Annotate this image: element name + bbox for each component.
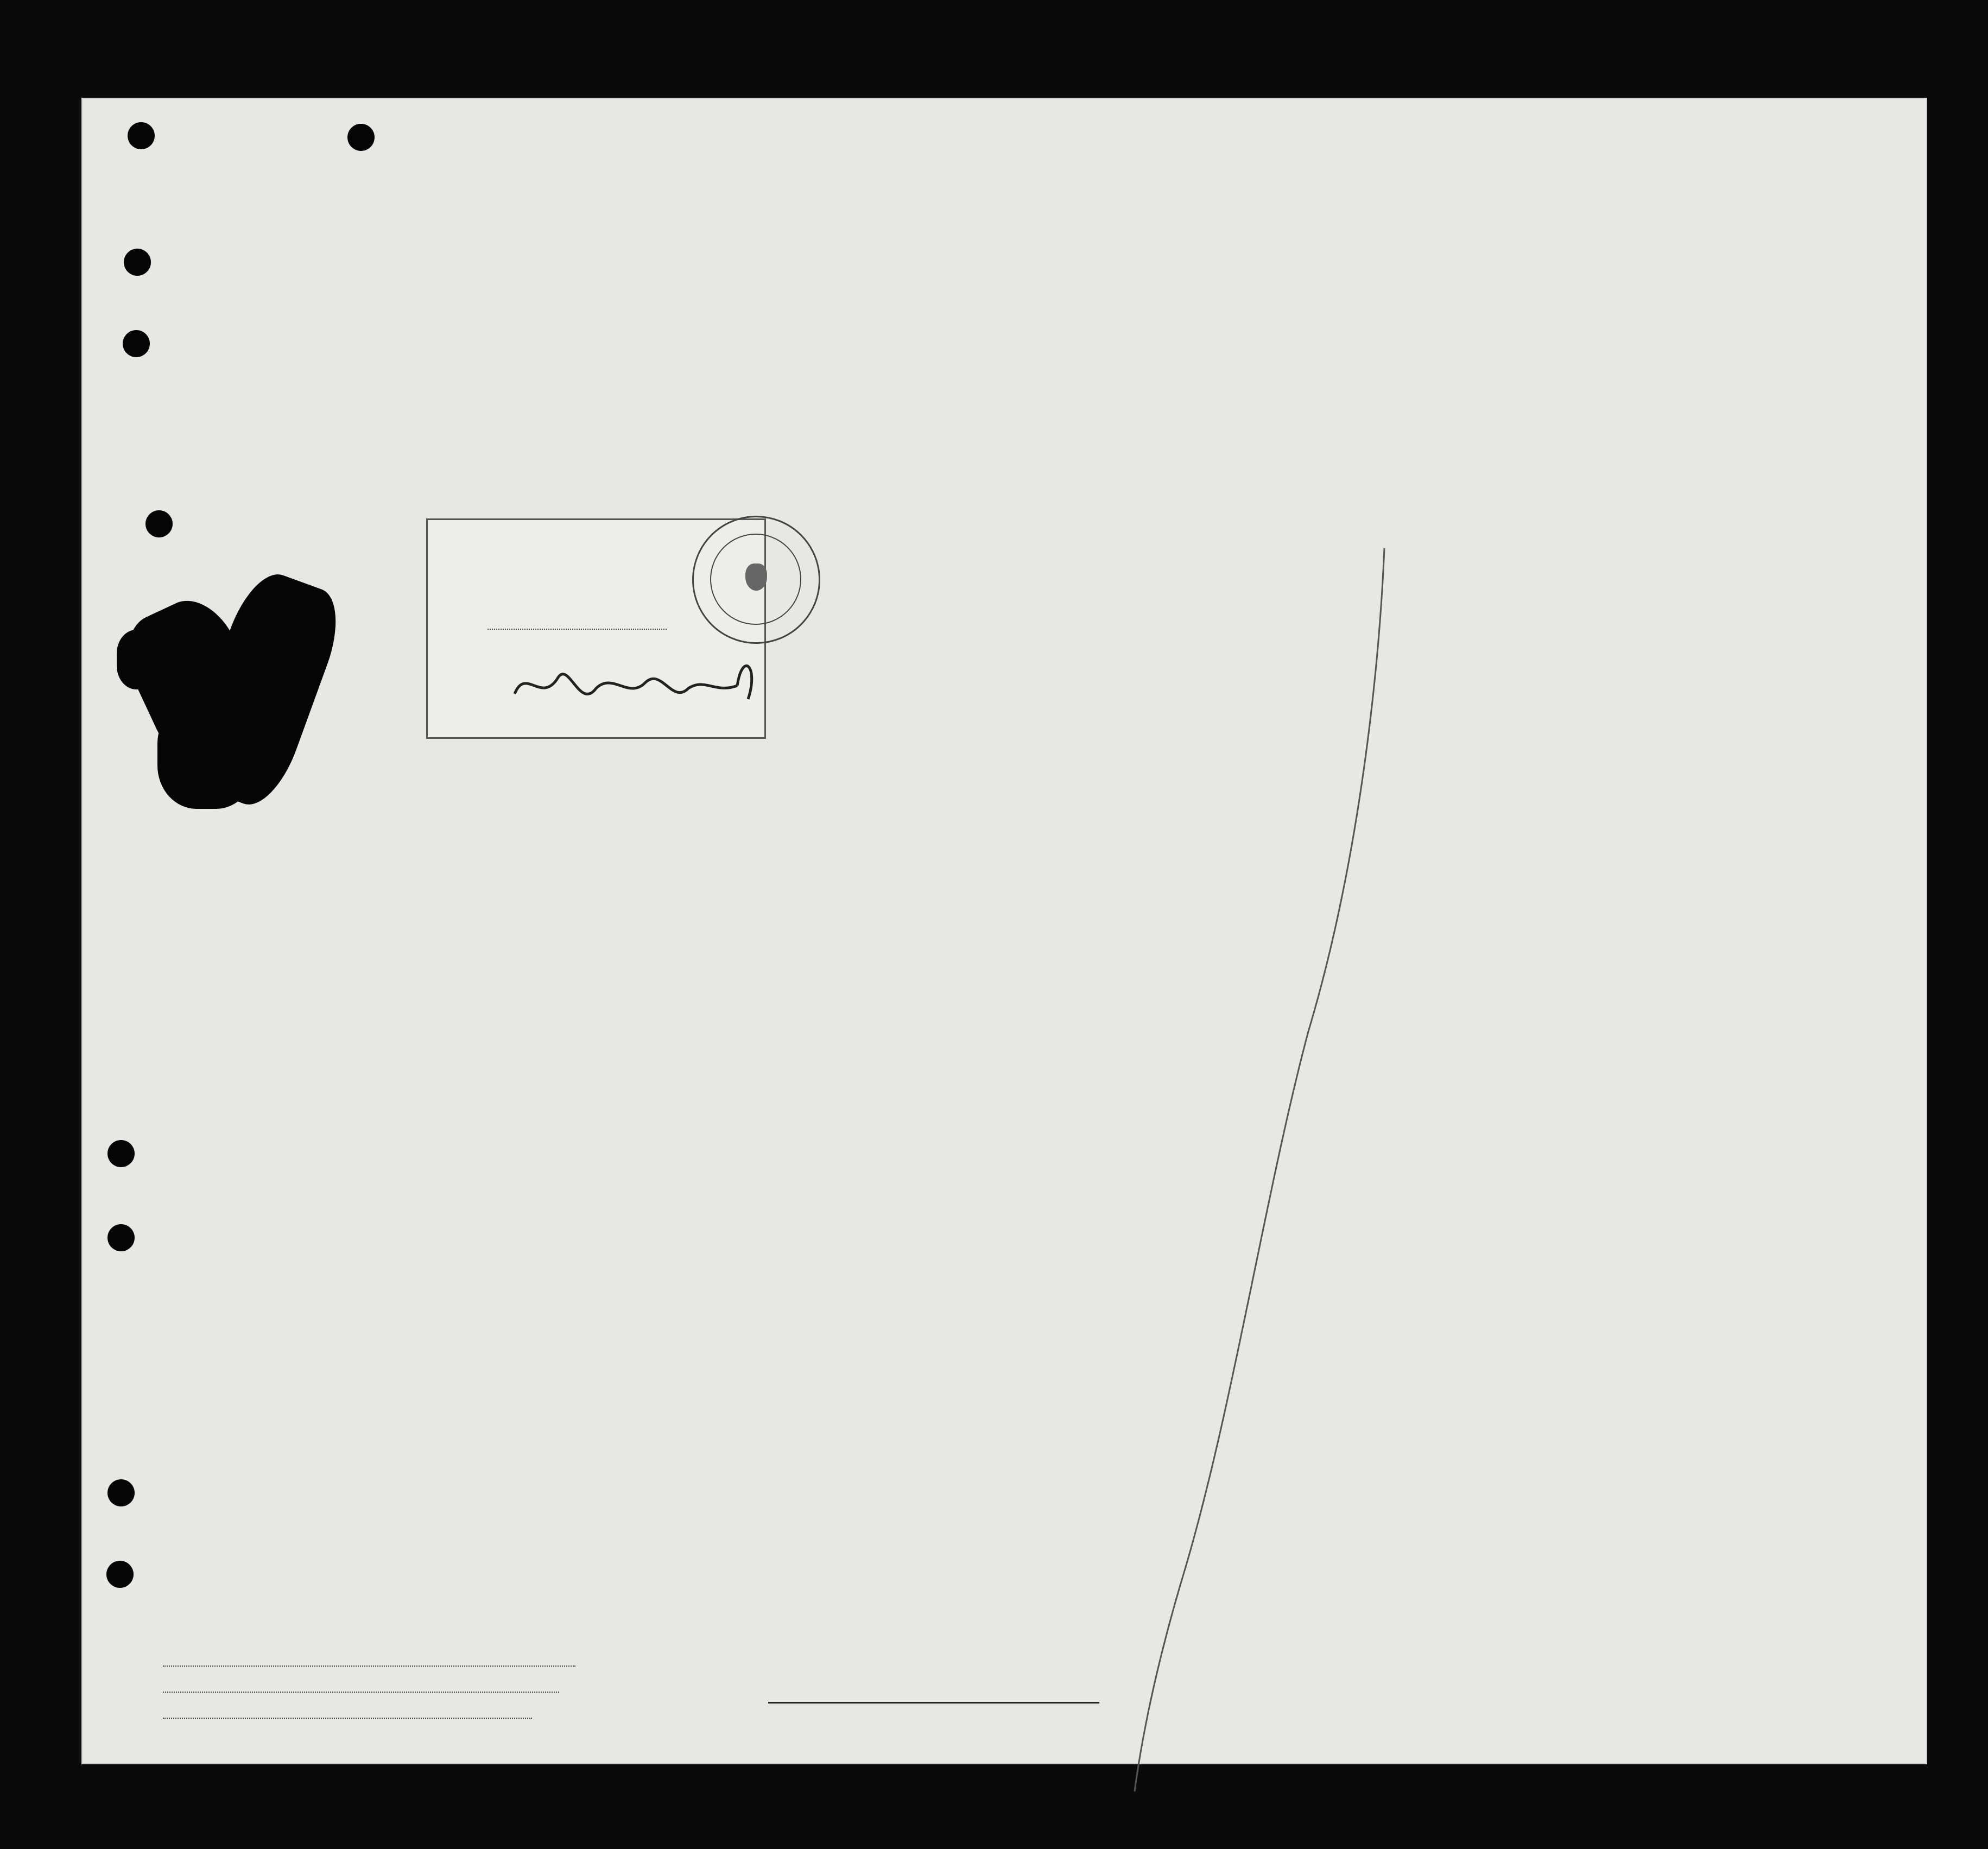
punch-hole (145, 510, 173, 537)
agents-label (157, 1702, 575, 1728)
owners-label (157, 1676, 575, 1702)
punch-hole (347, 124, 375, 151)
line-label (157, 1650, 575, 1676)
punch-hole (123, 330, 150, 357)
manifest-sheet (81, 98, 1927, 1764)
punch-hole (107, 1479, 135, 1506)
punch-hole (107, 1224, 135, 1251)
ink-blot (157, 700, 255, 809)
footer-left (157, 1650, 575, 1728)
consul-signature-icon (509, 656, 759, 726)
punch-hole (107, 1140, 135, 1167)
consulate-seal-icon (692, 516, 820, 644)
punch-hole (106, 1561, 134, 1588)
punch-hole (128, 122, 155, 149)
stamp-via-value (487, 629, 667, 630)
inspector-line-icon (1004, 543, 1439, 1802)
inspector-signature-line (768, 1702, 1099, 1704)
punch-hole (124, 249, 151, 276)
